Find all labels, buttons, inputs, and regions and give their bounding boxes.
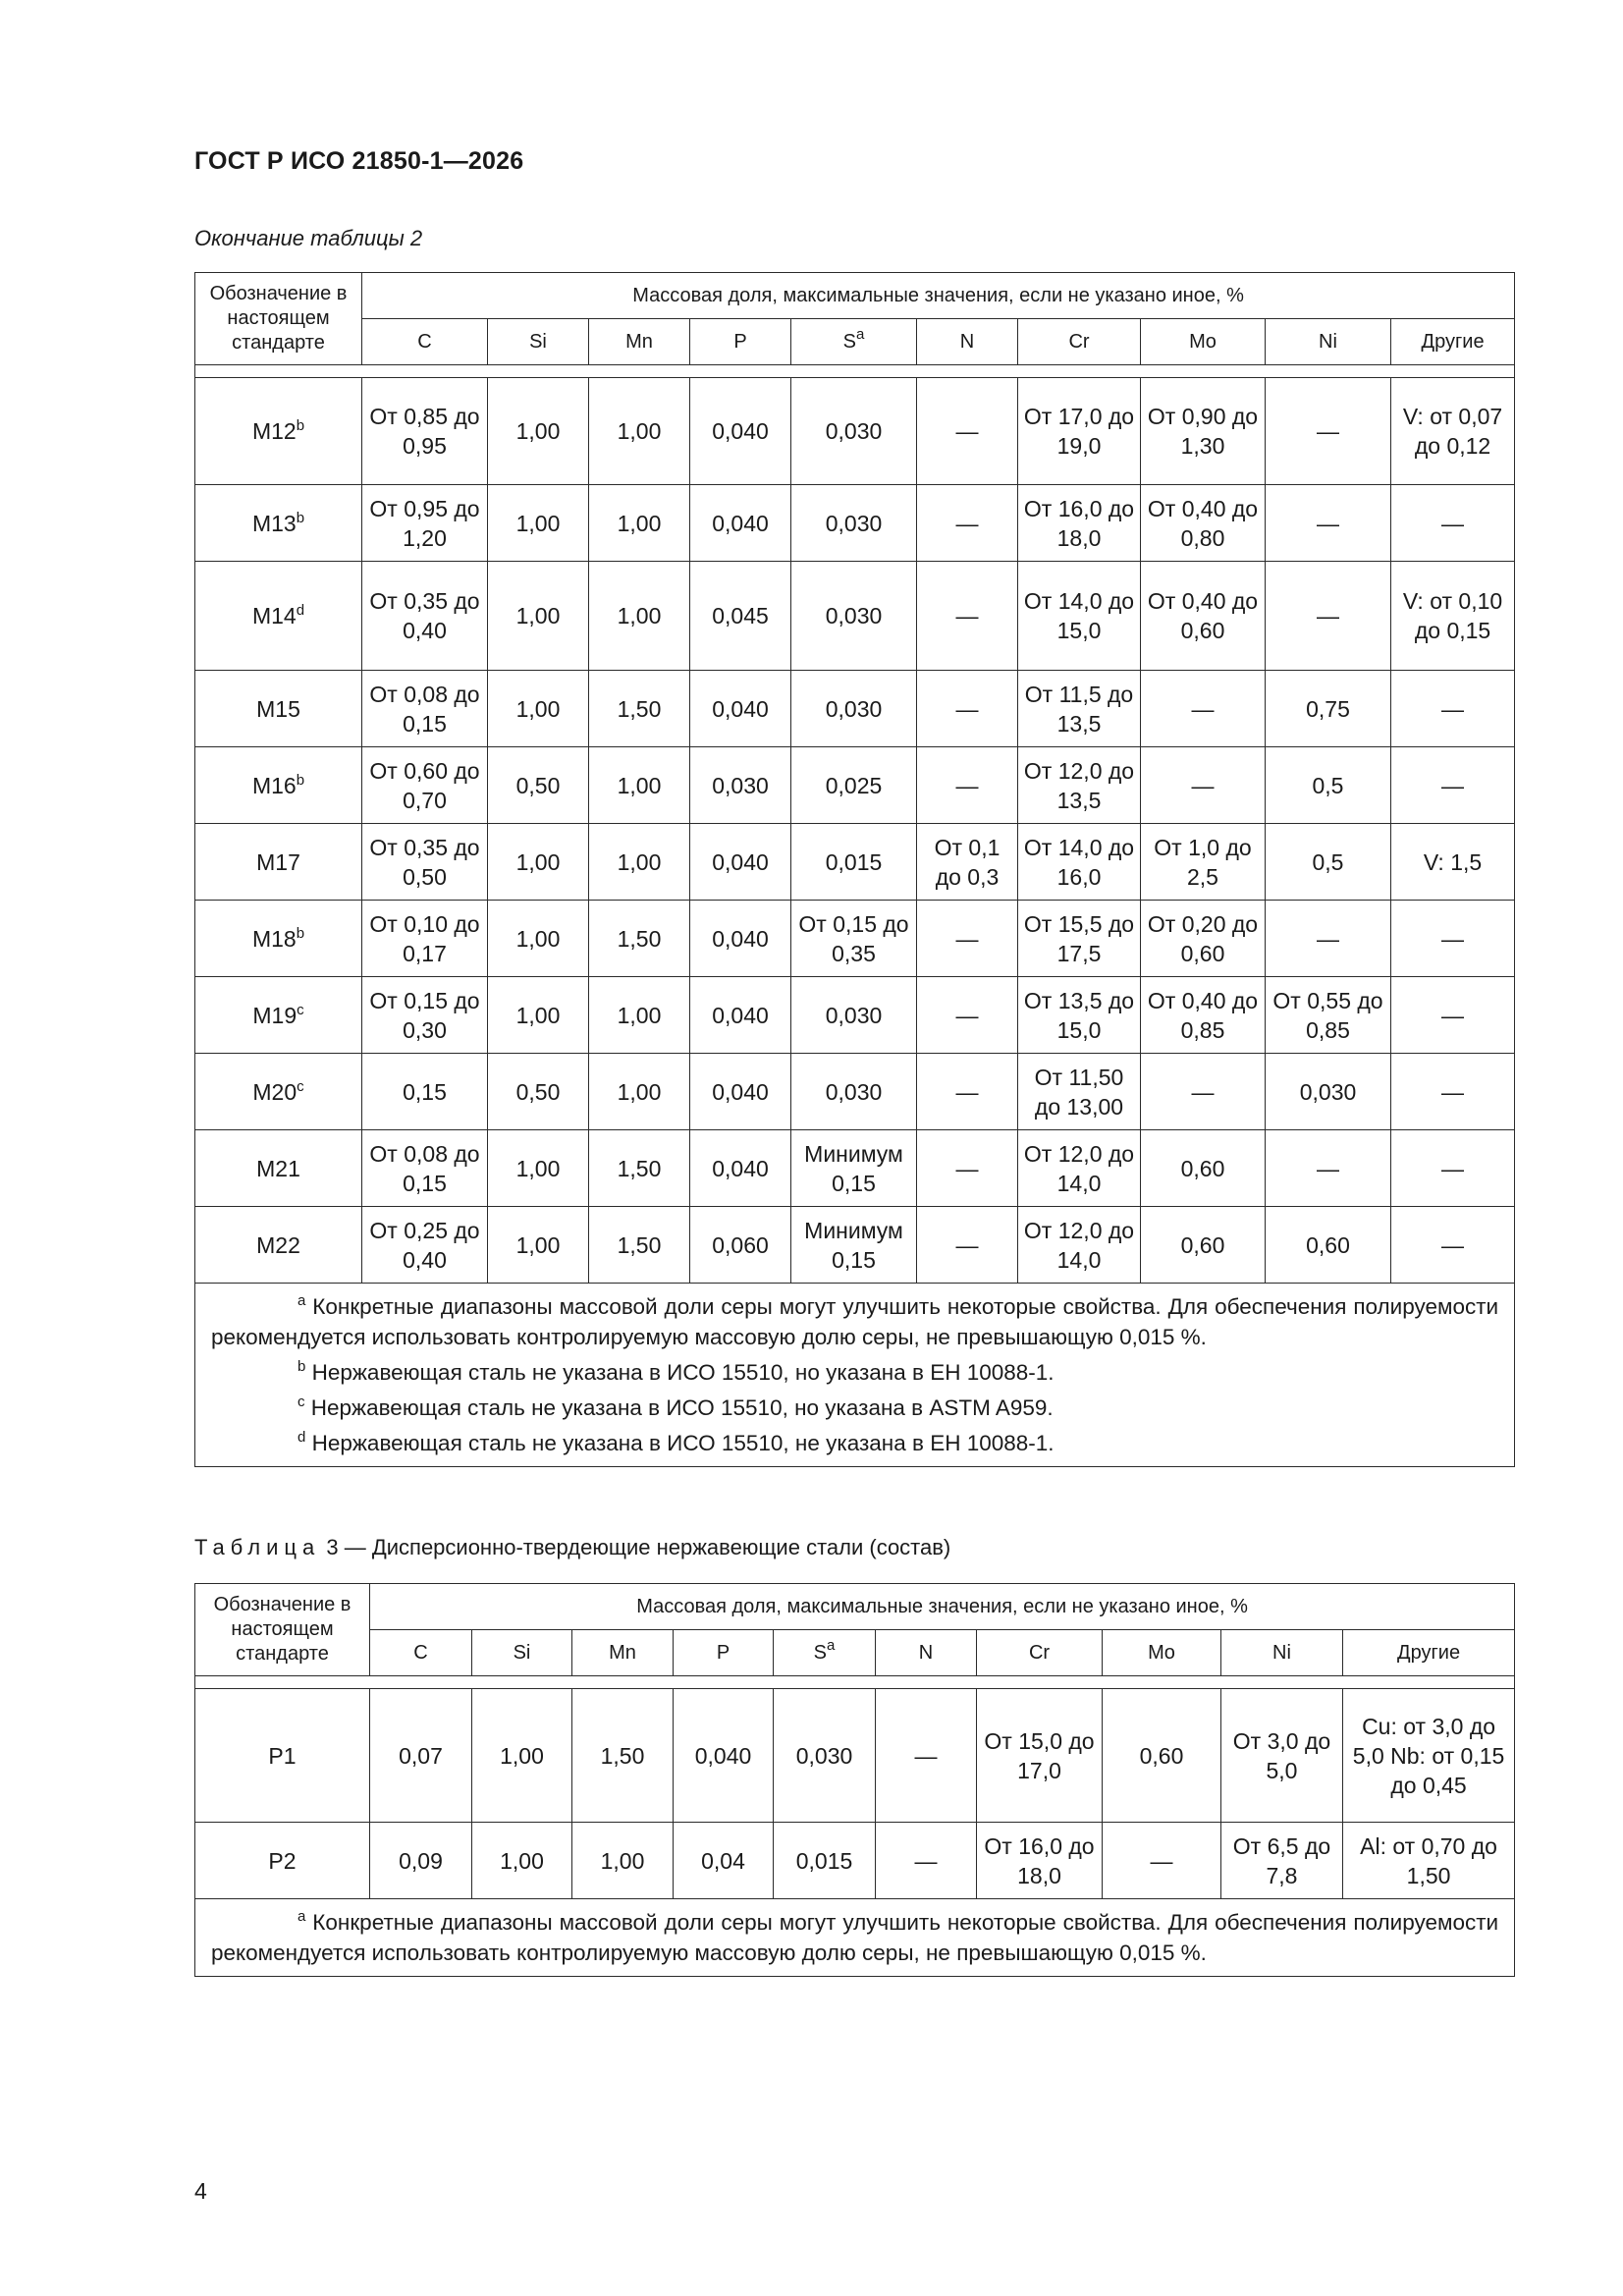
grade-cell: M21 [195,1130,362,1207]
grade-cell: P1 [195,1689,370,1823]
col-header: C [370,1630,472,1676]
header-separator [195,365,1515,378]
footnote [211,1428,1498,1458]
value-cell: От 0,60 до 0,70 [362,747,488,824]
value-cell: V: от 0,07 до 0,12 [1391,378,1515,485]
value-cell: От 0,35 до 0,40 [362,562,488,671]
value-cell: 0,60 [1266,1207,1391,1284]
value-cell: От 0,08 до 0,15 [362,671,488,747]
footnote-text: Конкретные диапазоны массовой доли серы могут улучшить некоторые свойства. Для обеспечения полируемости рекомендуется использовать контролируемую массовую долю серы, не превышающую 0,015 %. [211,1910,1499,1965]
mass-fraction-header: Массовая доля, максимальные значения, если не указано иное, % [370,1584,1515,1630]
grade-cell: M20$^c$ [195,1054,362,1130]
value-cell: 1,50 [589,671,690,747]
footnote [211,1393,1498,1423]
value-cell: — [1266,485,1391,562]
value-cell: От 12,0 до 14,0 [1018,1207,1141,1284]
value-cell: Cu: от 3,0 до 5,0 Nb: от 0,15 до 0,45 [1343,1689,1515,1823]
value-cell: 0,040 [690,1130,791,1207]
table-row [195,485,1515,562]
table-row [195,824,1515,901]
grade-cell: P2 [195,1823,370,1899]
value-cell: От 0,15 до 0,30 [362,977,488,1054]
col-header: Ni [1221,1630,1343,1676]
value-cell: 0,15 [362,1054,488,1130]
footnote [211,1291,1498,1352]
value-cell: От 0,08 до 0,15 [362,1130,488,1207]
footnote [211,1907,1498,1968]
document-header: ГОСТ Р ИСО 21850-1—2026 [194,147,524,175]
col-header: Mo [1103,1630,1221,1676]
value-cell: — [917,901,1018,977]
footnote-mark: b [296,771,305,789]
value-cell: 1,00 [488,671,589,747]
value-cell: 1,00 [488,562,589,671]
value-cell: 0,040 [690,1054,791,1130]
value-cell: 1,00 [472,1823,572,1899]
grade-cell: M14$^d$ [195,562,362,671]
value-cell: От 17,0 до 19,0 [1018,378,1141,485]
value-cell: От 0,35 до 0,50 [362,824,488,901]
value-cell: От 0,40 до 0,80 [1141,485,1266,562]
value-cell: — [917,1130,1018,1207]
value-cell: — [1141,747,1266,824]
value-cell: 0,030 [690,747,791,824]
value-cell: От 0,85 до 0,95 [362,378,488,485]
footnote-text: Нержавеющая сталь не указана в ИСО 15510, не указана в ЕН 10088-1. [311,1431,1055,1455]
value-cell: 0,60 [1141,1207,1266,1284]
value-cell: 0,60 [1103,1689,1221,1823]
value-cell: — [1391,901,1515,977]
value-cell: 0,75 [1266,671,1391,747]
grade-cell: M15 [195,671,362,747]
col-header: Другие [1343,1630,1515,1676]
page-number: 4 [194,2178,207,2204]
footnote-mark: b [296,924,305,942]
value-cell: 0,015 [791,824,917,901]
table-2-body [195,378,1515,1284]
value-cell: 0,025 [791,747,917,824]
value-cell: — [876,1823,977,1899]
value-cell: — [917,378,1018,485]
value-cell: От 0,40 до 0,85 [1141,977,1266,1054]
value-cell: — [917,977,1018,1054]
table-row [195,747,1515,824]
table-row [195,977,1515,1054]
value-cell: От 0,10 до 0,17 [362,901,488,977]
table-row [195,671,1515,747]
col-header: Si [472,1630,572,1676]
value-cell: От 11,50 до 13,00 [1018,1054,1141,1130]
footnote-mark: c [298,1394,305,1410]
value-cell: 1,00 [488,824,589,901]
value-cell: 1,00 [488,1130,589,1207]
value-cell: — [917,1207,1018,1284]
value-cell: — [1141,1054,1266,1130]
table-row [195,562,1515,671]
value-cell: 0,040 [674,1689,774,1823]
value-cell: От 12,0 до 13,5 [1018,747,1141,824]
header-row [195,273,1515,319]
table-row [195,1054,1515,1130]
value-cell: — [917,671,1018,747]
value-cell: — [1391,977,1515,1054]
value-cell: От 16,0 до 18,0 [1018,485,1141,562]
notes-row [195,1284,1515,1467]
value-cell: — [1266,378,1391,485]
value-cell: 0,040 [690,977,791,1054]
value-cell: — [917,747,1018,824]
value-cell: От 0,90 до 1,30 [1141,378,1266,485]
value-cell: 0,04 [674,1823,774,1899]
value-cell: 1,00 [589,747,690,824]
table-row [195,901,1515,977]
value-cell: 0,030 [791,977,917,1054]
col-header: Cr [977,1630,1103,1676]
col-header: P [674,1630,774,1676]
value-cell: 0,040 [690,824,791,901]
table-3-body [195,1689,1515,1899]
value-cell: От 0,20 до 0,60 [1141,901,1266,977]
value-cell: 1,50 [589,901,690,977]
value-cell: 0,030 [791,485,917,562]
notes-row [195,1899,1515,1977]
footnote-text: Нержавеющая сталь не указана в ИСО 15510, но указана в ЕН 10088-1. [311,1360,1055,1385]
footnote-mark: d [296,602,305,619]
grade-cell: M22 [195,1207,362,1284]
grade-cell: M18$^b$ [195,901,362,977]
col-header: Si [488,319,589,365]
value-cell: От 0,15 до 0,35 [791,901,917,977]
value-cell: 0,030 [791,378,917,485]
value-cell: 1,00 [589,378,690,485]
value-cell: 0,07 [370,1689,472,1823]
value-cell: — [876,1689,977,1823]
designation-header: Обозначение в настоящем стандарте [195,1584,370,1676]
value-cell: — [1391,747,1515,824]
footnote [211,1357,1498,1388]
grade-cell: M12$^b$ [195,378,362,485]
grade-cell: M17 [195,824,362,901]
column-header-row [195,319,1515,365]
col-header: Mn [572,1630,674,1676]
value-cell: 0,60 [1141,1130,1266,1207]
value-cell: — [1391,1207,1515,1284]
value-cell: 1,50 [589,1207,690,1284]
value-cell: Минимум 0,15 [791,1130,917,1207]
value-cell: От 0,55 до 0,85 [1266,977,1391,1054]
footnote-text: Нержавеющая сталь не указана в ИСО 15510, но указана в ASTM A959. [310,1395,1054,1420]
value-cell: От 6,5 до 7,8 [1221,1823,1343,1899]
value-cell: 0,030 [1266,1054,1391,1130]
table-2 [194,272,1515,1467]
value-cell: 1,00 [488,901,589,977]
value-cell: 1,00 [572,1823,674,1899]
table-3-caption: Таблица 3 — Дисперсионно-твердеющие нержавеющие стали (состав) [194,1535,951,1559]
value-cell: 0,5 [1266,824,1391,901]
table-row [195,1130,1515,1207]
table-row [195,1823,1515,1899]
value-cell: 1,00 [589,1054,690,1130]
value-cell: 1,00 [488,378,589,485]
table-row [195,378,1515,485]
table-continuation-caption: Окончание таблицы 2 [194,226,423,250]
value-cell: Al: от 0,70 до 1,50 [1343,1823,1515,1899]
value-cell: 1,00 [488,1207,589,1284]
value-cell: 0,50 [488,1054,589,1130]
col-header: Mo [1141,319,1266,365]
value-cell: 0,040 [690,671,791,747]
value-cell: — [1266,901,1391,977]
value-cell: — [1141,671,1266,747]
value-cell: 1,00 [472,1689,572,1823]
value-cell: V: 1,5 [1391,824,1515,901]
value-cell: 0,040 [690,485,791,562]
value-cell: — [1391,485,1515,562]
value-cell: От 13,5 до 15,0 [1018,977,1141,1054]
table-notes [195,1899,1515,1977]
footnote-mark: c [297,1077,304,1095]
value-cell: 0,5 [1266,747,1391,824]
table-row [195,1207,1515,1284]
value-cell: 0,030 [774,1689,876,1823]
col-header: $S^a$ [774,1630,876,1676]
footnote-mark: a [298,1908,306,1925]
value-cell: 0,040 [690,901,791,977]
value-cell: — [1103,1823,1221,1899]
value-cell: 1,00 [589,824,690,901]
col-header: $S^a$ [791,319,917,365]
value-cell: 0,060 [690,1207,791,1284]
value-cell: V: от 0,10 до 0,15 [1391,562,1515,671]
value-cell: 1,00 [589,485,690,562]
footnote-mark: d [298,1429,306,1446]
value-cell: 0,030 [791,562,917,671]
value-cell: 1,50 [572,1689,674,1823]
value-cell: От 15,5 до 17,5 [1018,901,1141,977]
value-cell: — [1391,1054,1515,1130]
value-cell: — [1266,562,1391,671]
value-cell: 0,015 [774,1823,876,1899]
value-cell: От 0,25 до 0,40 [362,1207,488,1284]
value-cell: 1,00 [589,562,690,671]
table-row [195,1689,1515,1823]
value-cell: От 3,0 до 5,0 [1221,1689,1343,1823]
col-header: N [917,319,1018,365]
footnote-mark: a [298,1292,306,1309]
value-cell: 1,50 [589,1130,690,1207]
value-cell: 0,040 [690,378,791,485]
mass-fraction-header: Массовая доля, максимальные значения, если не указано иное, % [362,273,1515,319]
value-cell: — [1391,1130,1515,1207]
grade-cell: M16$^b$ [195,747,362,824]
value-cell: От 1,0 до 2,5 [1141,824,1266,901]
footnote-mark: c [297,1001,304,1018]
value-cell: 0,50 [488,747,589,824]
grade-cell: M13$^b$ [195,485,362,562]
value-cell: От 12,0 до 14,0 [1018,1130,1141,1207]
header-row [195,1584,1515,1630]
col-header: C [362,319,488,365]
value-cell: От 14,0 до 16,0 [1018,824,1141,901]
value-cell: От 11,5 до 13,5 [1018,671,1141,747]
col-header: Cr [1018,319,1141,365]
footnote-mark: b [296,417,305,434]
value-cell: От 0,40 до 0,60 [1141,562,1266,671]
column-header-row [195,1630,1515,1676]
value-cell: От 16,0 до 18,0 [977,1823,1103,1899]
value-cell: 0,030 [791,1054,917,1130]
col-header: Mn [589,319,690,365]
value-cell: 1,00 [589,977,690,1054]
col-header: Другие [1391,319,1515,365]
value-cell: — [917,485,1018,562]
value-cell: 0,09 [370,1823,472,1899]
value-cell: 0,045 [690,562,791,671]
value-cell: — [1391,671,1515,747]
footnote-mark: a [856,326,865,343]
footnote-mark: b [298,1358,306,1375]
table-notes [195,1284,1515,1467]
value-cell: От 15,0 до 17,0 [977,1689,1103,1823]
value-cell: — [1266,1130,1391,1207]
col-header: Ni [1266,319,1391,365]
value-cell: От 0,95 до 1,20 [362,485,488,562]
value-cell: — [917,562,1018,671]
value-cell: 0,030 [791,671,917,747]
footnote-text: Конкретные диапазоны массовой доли серы могут улучшить некоторые свойства. Для обеспечения полируемости рекомендуется использовать контролируемую массовую долю серы, не превышающую 0,015 %. [211,1294,1499,1349]
value-cell: От 14,0 до 15,0 [1018,562,1141,671]
value-cell: Минимум 0,15 [791,1207,917,1284]
value-cell: — [917,1054,1018,1130]
col-header: N [876,1630,977,1676]
footnote-mark: b [296,509,305,526]
grade-cell: M19$^c$ [195,977,362,1054]
col-header: P [690,319,791,365]
value-cell: От 0,1 до 0,3 [917,824,1018,901]
value-cell: 1,00 [488,977,589,1054]
designation-header: Обозначение в настоящем стандарте [195,273,362,365]
table-3 [194,1583,1515,1977]
value-cell: 1,00 [488,485,589,562]
header-separator [195,1676,1515,1689]
footnote-mark: a [827,1637,836,1654]
